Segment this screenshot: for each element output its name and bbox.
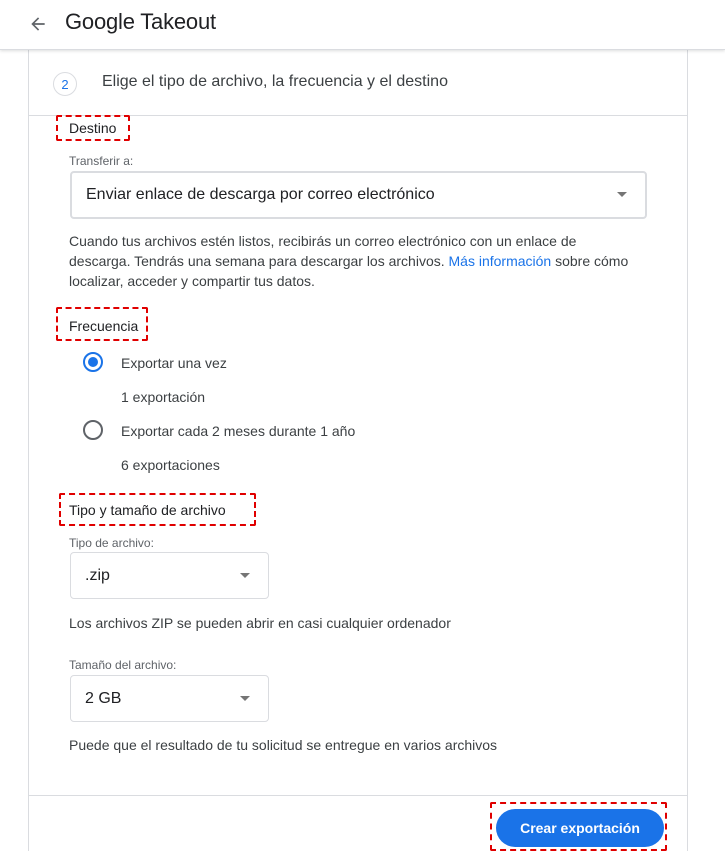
chevron-down-icon	[617, 192, 627, 197]
footer-divider	[29, 795, 687, 796]
create-export-button[interactable]: Crear exportación	[496, 809, 664, 847]
app-title: Google Takeout	[65, 9, 216, 34]
chevron-down-icon	[240, 696, 250, 701]
destination-description-text: descarga. Tendrás una semana para descargar los archivos.	[69, 253, 449, 269]
export-settings-card	[28, 50, 688, 851]
file-size-select[interactable]	[70, 675, 269, 722]
destination-section-title: Destino	[69, 120, 117, 136]
destination-description-line-2	[69, 251, 669, 271]
step-header	[29, 50, 687, 116]
chevron-down-icon	[240, 573, 250, 578]
file-type-select[interactable]	[70, 552, 269, 599]
file-size-value: 2 GB	[85, 689, 122, 707]
file-size-note: Puede que el resultado de tu solicitud se entregue en varios archivos	[69, 737, 498, 753]
option-export-recurring-sub: 6 exportaciones	[121, 457, 220, 473]
more-info-link[interactable]: Más información	[448, 253, 552, 269]
destination-description-line-3: localizar, acceder y compartir tus datos.	[69, 273, 315, 289]
destination-description	[69, 231, 669, 291]
option-export-once-label: Exportar una vez	[121, 355, 227, 371]
radio-export-recurring[interactable]	[83, 420, 103, 440]
file-section-title: Tipo y tamaño de archivo	[69, 502, 226, 518]
top-bar	[0, 0, 725, 50]
destination-description-line-1: Cuando tus archivos estén listos, recibirás un correo electrónico con un enlace de	[69, 233, 577, 249]
back-arrow-icon[interactable]	[24, 10, 52, 38]
file-type-value: .zip	[85, 566, 110, 584]
frequency-section-title: Frecuencia	[69, 318, 139, 334]
step-number-badge: 2	[53, 72, 77, 96]
file-type-label: Tipo de archivo:	[69, 536, 154, 550]
file-size-label: Tamaño del archivo:	[69, 658, 177, 672]
step-title: Elige el tipo de archivo, la frecuencia y el destino	[102, 73, 448, 90]
option-export-recurring-label: Exportar cada 2 meses durante 1 año	[121, 423, 356, 439]
destination-description-text-end: sobre cómo	[551, 253, 629, 269]
file-type-note: Los archivos ZIP se pueden abrir en casi cualquier ordenador	[69, 615, 451, 631]
radio-export-once[interactable]	[83, 352, 103, 372]
transfer-label: Transferir a:	[69, 154, 134, 168]
transfer-destination-select[interactable]	[70, 171, 647, 219]
option-export-once-sub: 1 exportación	[121, 389, 206, 405]
transfer-destination-value: Enviar enlace de descarga por correo electrónico	[86, 186, 435, 203]
